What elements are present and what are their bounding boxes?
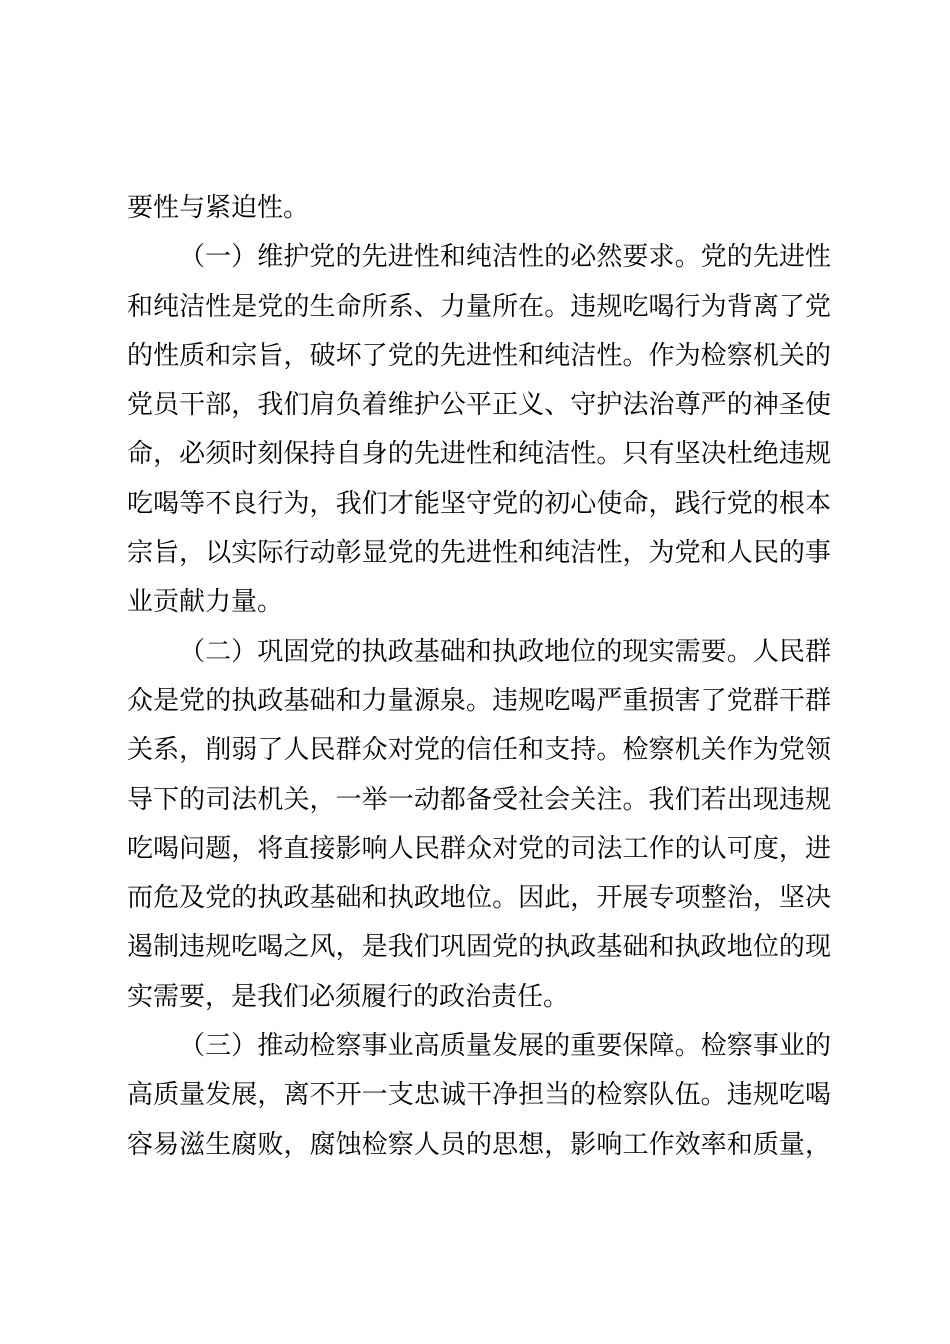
- text-line: 的性质和宗旨，破坏了党的先进性和纯洁性。作为检察机关的: [127, 340, 831, 371]
- text-line: 众是党的执政基础和力量源泉。违规吃喝严重损害了党群干群: [127, 685, 831, 716]
- section-heading-line: （三）推动检察事业高质量发展的重要保障。检察事业的: [179, 1031, 831, 1062]
- text-line: 党员干部，我们肩负着维护公平正义、守护法治尊严的神圣使: [127, 390, 831, 421]
- text-line: 吃喝等不良行为，我们才能坚守党的初心使命，践行党的根本: [127, 488, 831, 519]
- text-line: 要性与紧迫性。: [127, 193, 310, 223]
- text-line: 容易滋生腐败，腐蚀检察人员的思想，影响工作效率和质量，: [127, 1129, 831, 1160]
- text-line: 实需要，是我们必须履行的政治责任。: [127, 981, 570, 1012]
- text-line: 命，必须时刻保持自身的先进性和纯洁性。只有坚决杜绝违规: [127, 439, 831, 470]
- text-line: 和纯洁性是党的生命所系、力量所在。违规吃喝行为背离了党: [127, 291, 831, 322]
- text-line: 业贡献力量。: [127, 587, 284, 618]
- text-line: 宗旨，以实际行动彰显党的先进性和纯洁性，为党和人民的事: [127, 538, 831, 569]
- text-line: 吃喝问题，将直接影响人民群众对党的司法工作的认可度，进: [127, 833, 831, 864]
- text-line: 高质量发展，离不开一支忠诚干净担当的检察队伍。违规吃喝: [127, 1080, 831, 1111]
- section-heading-line: （一）维护党的先进性和纯洁性的必然要求。党的先进性: [179, 242, 831, 273]
- text-line: 而危及党的执政基础和执政地位。因此，开展专项整治，坚决: [127, 883, 831, 914]
- text-line: 关系，削弱了人民群众对党的信任和支持。检察机关作为党领: [127, 735, 831, 766]
- text-line: 导下的司法机关，一举一动都备受社会关注。我们若出现违规: [127, 784, 831, 815]
- body-text: [127, 184, 831, 1170]
- section-heading-line: （二）巩固党的执政基础和执政地位的现实需要。人民群: [179, 636, 831, 667]
- text-line: 遏制违规吃喝之风，是我们巩固党的执政基础和执政地位的现: [127, 932, 831, 963]
